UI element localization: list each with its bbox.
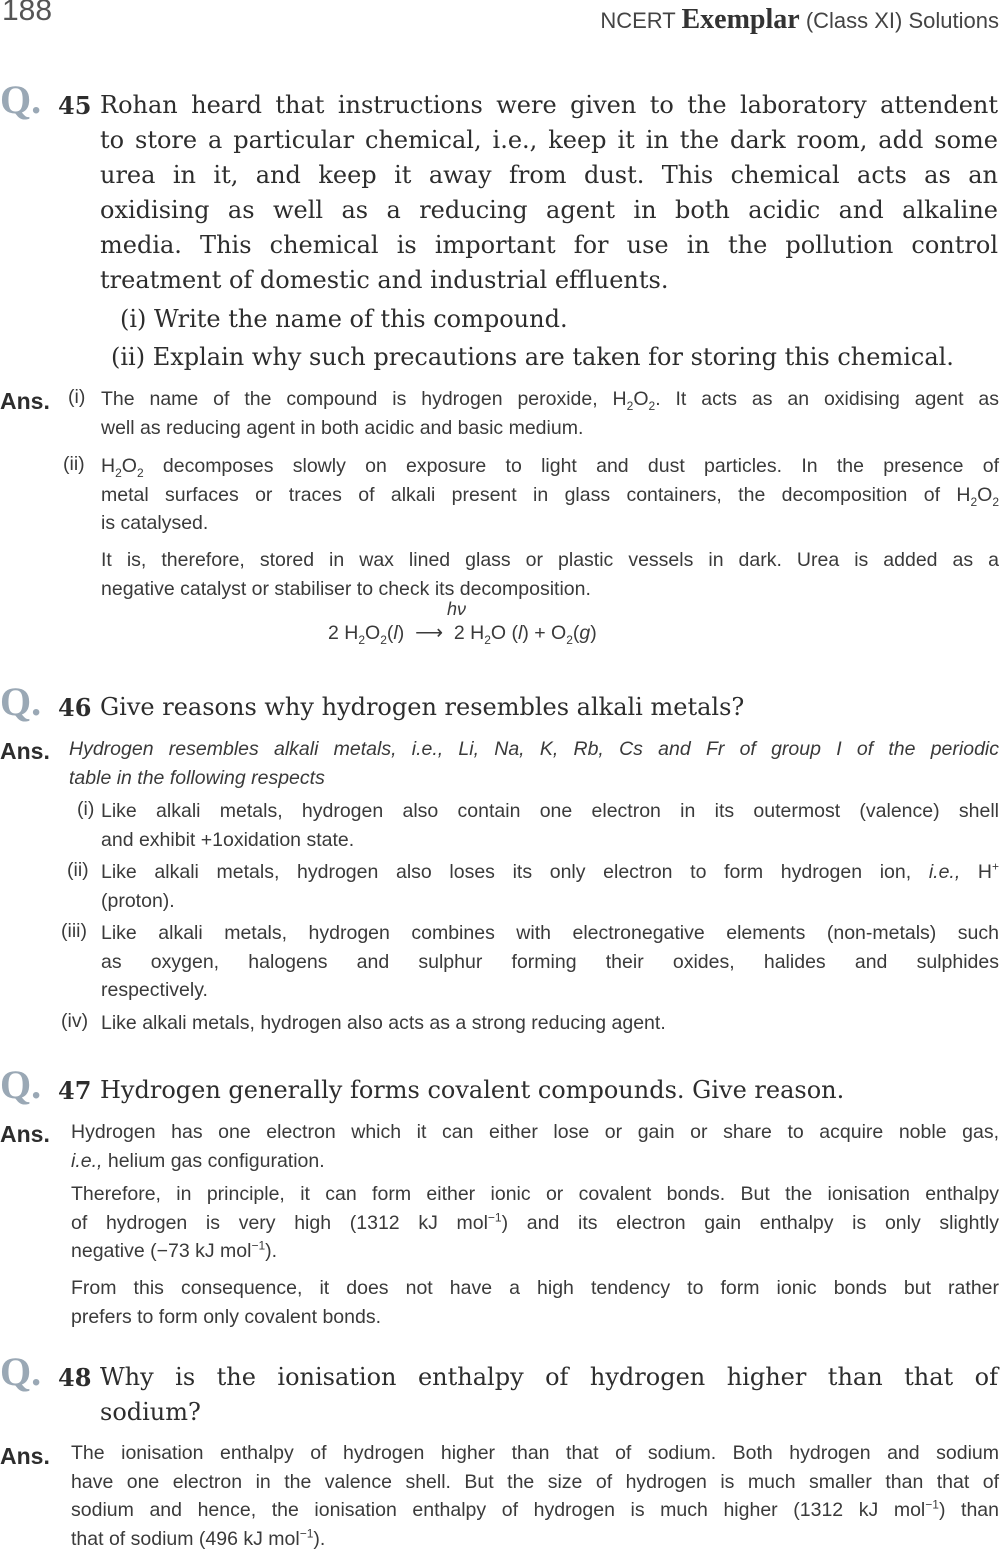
answer-46-point-ii — [101, 858, 999, 915]
q-line: to store a particular chemical, i.e., keep it in the dark room, add some — [100, 126, 998, 154]
point-marker: (i) — [77, 798, 95, 820]
sub-question-text: (ii) Explain why such precautions are taken for storing this chemical. — [111, 343, 954, 371]
question-number: 46 — [58, 693, 92, 722]
answer-line: $H_2O_2$ decomposes slowly on exposure to light and dust particles. In the presence of — [101, 455, 999, 480]
question-text: Hydrogen generally forms covalent compounds. Give reason. — [100, 1076, 845, 1104]
answer-label: Ans. — [0, 1443, 50, 1469]
answer-marker: (ii) — [63, 453, 85, 475]
answer-47-p1 — [71, 1118, 999, 1175]
answer-46-point-i — [101, 797, 999, 854]
q-line: treatment of domestic and industrial effluents. — [100, 266, 669, 294]
point-marker: (ii) — [67, 859, 89, 881]
question-text: Why is the ionisation enthalpy of hydrogen higher than that of — [100, 1363, 998, 1391]
question-text — [100, 88, 998, 298]
answer-line: Like alkali metals, hydrogen also loses its only electron to form hydrogen ion, i.e., H+ — [101, 859, 999, 883]
answer-46-point-iii — [101, 919, 999, 1005]
running-header — [600, 4, 999, 36]
sub-question-i — [120, 302, 1000, 337]
header-suffix: (Class XI) Solutions — [805, 8, 999, 33]
q-mark: Q. — [0, 1349, 42, 1394]
answer-line: (proton). — [101, 889, 175, 912]
q-line: Rohan heard that instructions were given to the laboratory attendent — [100, 91, 998, 119]
answer-line: Like alkali metals, hydrogen combines with electronegative elements (non-metals) such — [101, 922, 999, 944]
answer-line: Therefore, in principle, it can form either ionic or covalent bonds. But the ionisation enthalpy — [71, 1183, 999, 1205]
answer-label: Ans. — [0, 388, 50, 414]
answer-45-ii-para — [101, 546, 999, 603]
answer-line: as oxygen, halogens and sulphur forming their oxides, halides and sulphides — [101, 950, 999, 973]
answer-line: have one electron in the valence shell. But the size of hydrogen is much smaller than that of — [71, 1470, 999, 1493]
question-number: 48 — [58, 1363, 92, 1392]
answer-line: metal surfaces or traces of alkali present in glass containers, the decomposition of $H_2O_2$ — [101, 483, 999, 509]
answer-line: The ionisation enthalpy of hydrogen higher than that of sodium. Both hydrogen and sodium — [71, 1442, 999, 1464]
answer-line: prefers to form only covalent bonds. — [71, 1305, 381, 1328]
question-number: 47 — [58, 1076, 92, 1105]
answer-line: respectively. — [101, 979, 208, 1001]
q-mark: Q. — [0, 679, 42, 724]
answer-line: of hydrogen is very high (1312 kJ mol$^{-1}$) and its electron gain enthalpy is only slightly — [71, 1210, 999, 1234]
answer-line: well as reducing agent in both acidic and basic medium. — [101, 416, 584, 439]
page-number: 188 — [2, 0, 53, 27]
answer-line: From this consequence, it does not have a high tendency to form ionic bonds but rather — [71, 1277, 999, 1299]
point-marker: (iv) — [61, 1010, 89, 1032]
answer-line: sodium and hence, the ionisation enthalpy of hydrogen is much higher (1312 kJ mol$^{-1}$) than — [71, 1497, 999, 1521]
q-mark: Q. — [0, 1062, 42, 1107]
question-text: sodium? — [100, 1398, 201, 1426]
q-line: media. This chemical is important for use in the pollution control — [100, 231, 998, 259]
answer-line: It is, therefore, stored in wax lined glass or plastic vessels in dark. Urea is added as a — [101, 549, 999, 571]
point-marker: (iii) — [61, 920, 87, 942]
answer-46-intro — [69, 735, 999, 792]
answer-line: negative (−73 kJ mol$^{-1}$). — [71, 1238, 278, 1262]
answer-line: negative catalyst or stabiliser to check its decomposition. — [101, 577, 591, 600]
q-line: urea in it, and keep it away from dust. This chemical acts as an — [100, 161, 998, 189]
header-bold: Exemplar — [681, 4, 800, 35]
question-text: Give reasons why hydrogen resembles alkali metals? — [100, 693, 745, 721]
sub-question-text: (i) Write the name of this compound. — [120, 305, 568, 333]
answer-line: is catalysed. — [101, 512, 209, 534]
answer-line: Like alkali metals, hydrogen also acts as a strong reducing agent. — [101, 1012, 666, 1034]
q-line: oxidising as well as a reducing agent in both acidic and alkaline — [100, 196, 998, 224]
chemical-equation: 2 $H_2O_2(l)$ ⟶ 2 $H_2O$ $(l) + O_2(g)$ — [328, 622, 597, 647]
answer-label: Ans. — [0, 738, 50, 764]
answer-46-point-iv — [101, 1009, 999, 1038]
answer-45-i — [101, 385, 999, 442]
header-prefix: NCERT — [600, 8, 676, 33]
answer-line: and exhibit +1oxidation state. — [101, 828, 355, 851]
answer-47-p2 — [71, 1180, 999, 1266]
answer-45-ii — [101, 452, 999, 538]
equation-condition: hν — [447, 599, 467, 619]
answer-line: table in the following respects — [69, 766, 325, 789]
question-number: 45 — [58, 91, 92, 120]
answer-line: Hydrogen resembles alkali metals, i.e., Li, Na, K, Rb, Cs and Fr of group I of the periodic — [69, 738, 999, 760]
answer-line: i.e., helium gas configuration. — [71, 1149, 325, 1172]
sub-question-ii — [111, 340, 1001, 375]
answer-line: The name of the compound is hydrogen peroxide, $H_2O_2$. It acts as an oxidising agent as — [101, 388, 999, 413]
answer-line: that of sodium (496 kJ mol$^{-1}$). — [71, 1526, 326, 1550]
answer-label: Ans. — [0, 1121, 50, 1147]
answer-line: Hydrogen has one electron which it can either lose or gain or share to acquire noble gas, — [71, 1121, 999, 1143]
answer-line: Like alkali metals, hydrogen also contain one electron in its outermost (valence) shell — [101, 800, 999, 822]
q-mark: Q. — [0, 77, 42, 122]
answer-47-p3 — [71, 1274, 999, 1331]
answer-marker: (i) — [68, 386, 86, 408]
answer-48 — [71, 1439, 999, 1553]
